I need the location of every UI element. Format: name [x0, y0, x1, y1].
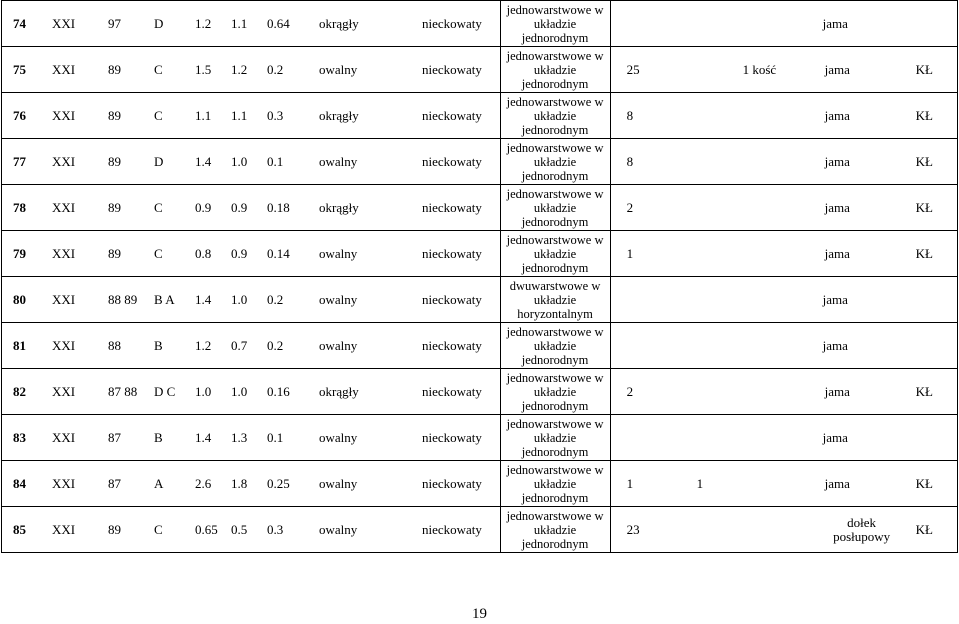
finds-cell: [610, 47, 957, 93]
finds-cell: [610, 369, 957, 415]
structure-line-2: układzie: [533, 292, 577, 307]
structure-line-2: układzie: [533, 338, 577, 353]
structure-line-1: jednowarstwowe w: [506, 140, 604, 155]
structure-line-1: jednowarstwowe w: [506, 370, 604, 385]
layer-number: 87: [108, 475, 121, 491]
period: XXI: [52, 429, 76, 445]
finds-count: 23: [626, 521, 640, 537]
dimension-b: 0.9: [231, 199, 248, 215]
dimension-a: 1.0: [195, 383, 212, 399]
feature-type: jama: [824, 199, 850, 215]
finds-count: 8: [626, 153, 634, 169]
phase: C: [154, 521, 163, 537]
structure-line-2: układzie: [533, 384, 577, 399]
feature-info-cell: [2, 93, 501, 139]
finds-cell: [610, 277, 957, 323]
structure-cell: [500, 369, 610, 415]
structure-line-1: jednowarstwowe w: [506, 232, 604, 247]
profile: nieckowaty: [422, 107, 482, 123]
phase: B: [154, 337, 163, 353]
dimension-b: 1.0: [231, 153, 248, 169]
profile: nieckowaty: [422, 521, 482, 537]
structure-line-1: dwuwarstwowe w: [509, 278, 601, 293]
layer-number: 87: [108, 429, 121, 445]
dimension-c: 0.1: [267, 429, 284, 445]
finds-count: 1: [626, 245, 634, 261]
feature-number: 83: [13, 429, 26, 445]
dimension-a: 1.4: [195, 429, 212, 445]
dimension-c: 0.25: [267, 475, 290, 491]
structure-line-2: układzie: [533, 200, 577, 215]
structure-line-3: jednorodnym: [521, 214, 589, 229]
feature-number: 80: [13, 291, 26, 307]
page-number: 19: [472, 606, 487, 622]
layer-number: 88: [108, 337, 121, 353]
dimension-a: 0.8: [195, 245, 212, 261]
dimension-a: 1.2: [195, 15, 212, 31]
finds-cell: [610, 507, 957, 553]
table-row: [2, 1, 958, 47]
phase: C: [154, 107, 163, 123]
feature-type: jama: [822, 15, 848, 31]
period: XXI: [52, 107, 76, 123]
shape: owalny: [319, 61, 358, 77]
features-table: [1, 0, 958, 553]
chronology: KŁ: [915, 521, 933, 537]
dimension-a: 1.2: [195, 337, 212, 353]
profile: nieckowaty: [422, 61, 482, 77]
dimension-a: 2.6: [195, 475, 212, 491]
structure-cell: [500, 139, 610, 185]
structure-line-1: jednowarstwowe w: [506, 416, 604, 431]
feature-type: jama: [824, 153, 850, 169]
table-row: [2, 139, 958, 185]
structure-cell: [500, 185, 610, 231]
layer-number: 89: [108, 199, 121, 215]
table-row: [2, 93, 958, 139]
dimension-c: 0.18: [267, 199, 290, 215]
table-row: [2, 185, 958, 231]
layer-number: 89: [108, 107, 121, 123]
structure-line-3: jednorodnym: [521, 490, 589, 505]
finds-cell: [610, 139, 957, 185]
shape: owalny: [319, 475, 358, 491]
phase: D: [154, 153, 164, 169]
feature-info-cell: [2, 231, 501, 277]
dimension-a: 0.9: [195, 199, 212, 215]
period: XXI: [52, 337, 76, 353]
feature-number: 75: [13, 61, 26, 77]
finds-other: 1: [696, 475, 704, 491]
structure-line-1: jednowarstwowe w: [506, 2, 604, 17]
structure-cell: [500, 415, 610, 461]
dimension-c: 0.14: [267, 245, 290, 261]
feature-info-cell: [2, 415, 501, 461]
profile: nieckowaty: [422, 15, 482, 31]
feature-info-cell: [2, 507, 501, 553]
shape: okrągły: [319, 383, 359, 399]
phase: B A: [154, 291, 175, 307]
dimension-c: 0.2: [267, 291, 284, 307]
structure-line-3: jednorodnym: [521, 30, 589, 45]
table-row: [2, 461, 958, 507]
phase: C: [154, 199, 163, 215]
finds-count: 25: [626, 61, 640, 77]
structure-line-2: układzie: [533, 62, 577, 77]
phase: D C: [154, 383, 176, 399]
dimension-c: 0.3: [267, 107, 284, 123]
dimension-b: 1.1: [231, 15, 248, 31]
finds-cell: [610, 1, 957, 47]
dimension-c: 0.64: [267, 15, 290, 31]
finds-count: 8: [626, 107, 634, 123]
chronology: KŁ: [915, 107, 933, 123]
profile: nieckowaty: [422, 245, 482, 261]
structure-line-1: jednowarstwowe w: [506, 186, 604, 201]
shape: owalny: [319, 429, 358, 445]
structure-line-2: układzie: [533, 430, 577, 445]
dimension-c: 0.2: [267, 337, 284, 353]
table-row: [2, 277, 958, 323]
chronology: KŁ: [915, 383, 933, 399]
dimension-b: 1.8: [231, 475, 248, 491]
structure-line-1: jednowarstwowe w: [506, 324, 604, 339]
structure-line-2: układzie: [533, 476, 577, 491]
feature-info-cell: [2, 185, 501, 231]
table-row: [2, 47, 958, 93]
feature-info-cell: [2, 369, 501, 415]
finds-count: 1: [626, 475, 634, 491]
finds-other: 1 kość: [742, 61, 777, 77]
structure-line-3: jednorodnym: [521, 398, 589, 413]
finds-cell: [610, 415, 957, 461]
chronology: KŁ: [915, 61, 933, 77]
structure-line-3: jednorodnym: [521, 168, 589, 183]
dimension-b: 1.0: [231, 291, 248, 307]
shape: owalny: [319, 245, 358, 261]
profile: nieckowaty: [422, 153, 482, 169]
profile: nieckowaty: [422, 383, 482, 399]
structure-cell: [500, 231, 610, 277]
layer-number: 87 88: [108, 383, 138, 399]
shape: owalny: [319, 291, 358, 307]
feature-info-cell: [2, 461, 501, 507]
dimension-c: 0.16: [267, 383, 290, 399]
period: XXI: [52, 291, 76, 307]
period: XXI: [52, 199, 76, 215]
period: XXI: [52, 245, 76, 261]
table-row: [2, 369, 958, 415]
feature-info-cell: [2, 139, 501, 185]
profile: nieckowaty: [422, 429, 482, 445]
structure-line-2: układzie: [533, 522, 577, 537]
phase: A: [154, 475, 164, 491]
finds-cell: [610, 323, 957, 369]
shape: owalny: [319, 337, 358, 353]
period: XXI: [52, 521, 76, 537]
feature-type: jama: [824, 245, 850, 261]
dimension-b: 1.2: [231, 61, 248, 77]
feature-number: 74: [13, 15, 26, 31]
dimension-b: 0.5: [231, 521, 248, 537]
layer-number: 97: [108, 15, 121, 31]
dimension-a: 1.5: [195, 61, 212, 77]
period: XXI: [52, 475, 76, 491]
structure-line-3: horyzontalnym: [517, 306, 593, 321]
feature-info-cell: [2, 47, 501, 93]
dimension-b: 0.9: [231, 245, 248, 261]
chronology: KŁ: [915, 245, 933, 261]
structure-cell: [500, 461, 610, 507]
finds-count: 2: [626, 199, 634, 215]
feature-number: 85: [13, 521, 26, 537]
chronology: KŁ: [915, 475, 933, 491]
period: XXI: [52, 153, 76, 169]
structure-line-1: jednowarstwowe w: [506, 94, 604, 109]
structure-line-3: jednorodnym: [521, 352, 589, 367]
feature-info-cell: [2, 323, 501, 369]
feature-number: 79: [13, 245, 26, 261]
structure-line-2: układzie: [533, 154, 577, 169]
structure-line-2: układzie: [533, 246, 577, 261]
shape: owalny: [319, 153, 358, 169]
period: XXI: [52, 15, 76, 31]
feature-type: jama: [824, 107, 850, 123]
structure-line-1: jednowarstwowe w: [506, 508, 604, 523]
structure-line-3: jednorodnym: [521, 536, 589, 551]
feature-info-cell: [2, 277, 501, 323]
dimension-b: 1.1: [231, 107, 248, 123]
table-row: [2, 231, 958, 277]
feature-number: 81: [13, 337, 26, 353]
shape: okrągły: [319, 107, 359, 123]
dimension-a: 1.4: [195, 291, 212, 307]
dimension-c: 0.3: [267, 521, 284, 537]
finds-cell: [610, 461, 957, 507]
shape: owalny: [319, 521, 358, 537]
chronology: KŁ: [915, 153, 933, 169]
structure-line-3: jednorodnym: [521, 76, 589, 91]
shape: okrągły: [319, 15, 359, 31]
profile: nieckowaty: [422, 199, 482, 215]
feature-info-cell: [2, 1, 501, 47]
dimension-a: 1.1: [195, 107, 212, 123]
phase: C: [154, 61, 163, 77]
structure-cell: [500, 277, 610, 323]
dimension-b: 0.7: [231, 337, 248, 353]
profile: nieckowaty: [422, 291, 482, 307]
feature-type: jama: [822, 291, 848, 307]
structure-cell: [500, 93, 610, 139]
dimension-b: 1.0: [231, 383, 248, 399]
dimension-b: 1.3: [231, 429, 248, 445]
structure-cell: [500, 507, 610, 553]
phase: C: [154, 245, 163, 261]
layer-number: 89: [108, 245, 121, 261]
finds-count: 2: [626, 383, 634, 399]
feature-type: jama: [824, 61, 850, 77]
layer-number: 89: [108, 153, 121, 169]
feature-type: jama: [822, 337, 848, 353]
dimension-c: 0.1: [267, 153, 284, 169]
finds-cell: [610, 93, 957, 139]
chronology: KŁ: [915, 199, 933, 215]
finds-cell: [610, 185, 957, 231]
feature-type: jama: [822, 429, 848, 445]
profile: nieckowaty: [422, 475, 482, 491]
feature-type: jama: [824, 383, 850, 399]
phase: D: [154, 15, 164, 31]
feature-number: 78: [13, 199, 26, 215]
feature-number: 77: [13, 153, 26, 169]
table-row: [2, 323, 958, 369]
dimension-a: 0.65: [195, 521, 218, 537]
structure-cell: [500, 323, 610, 369]
profile: nieckowaty: [422, 337, 482, 353]
structure-cell: [500, 1, 610, 47]
structure-line-2: układzie: [533, 16, 577, 31]
dimension-a: 1.4: [195, 153, 212, 169]
shape: okrągły: [319, 199, 359, 215]
structure-line-1: jednowarstwowe w: [506, 462, 604, 477]
structure-line-3: jednorodnym: [521, 122, 589, 137]
layer-number: 89: [108, 521, 121, 537]
structure-cell: [500, 47, 610, 93]
structure-line-2: układzie: [533, 108, 577, 123]
period: XXI: [52, 383, 76, 399]
table-row: [2, 507, 958, 553]
dimension-c: 0.2: [267, 61, 284, 77]
layer-number: 89: [108, 61, 121, 77]
structure-line-3: jednorodnym: [521, 444, 589, 459]
layer-number: 88 89: [108, 291, 138, 307]
structure-line-3: jednorodnym: [521, 260, 589, 275]
feature-number: 82: [13, 383, 26, 399]
feature-number: 76: [13, 107, 26, 123]
feature-number: 84: [13, 475, 26, 491]
structure-line-1: jednowarstwowe w: [506, 48, 604, 63]
feature-type: jama: [824, 475, 850, 491]
period: XXI: [52, 61, 76, 77]
feature-type: dołek posłupowy: [833, 514, 891, 544]
phase: B: [154, 429, 163, 445]
features-table-body: [2, 1, 958, 553]
finds-cell: [610, 231, 957, 277]
table-row: [2, 415, 958, 461]
